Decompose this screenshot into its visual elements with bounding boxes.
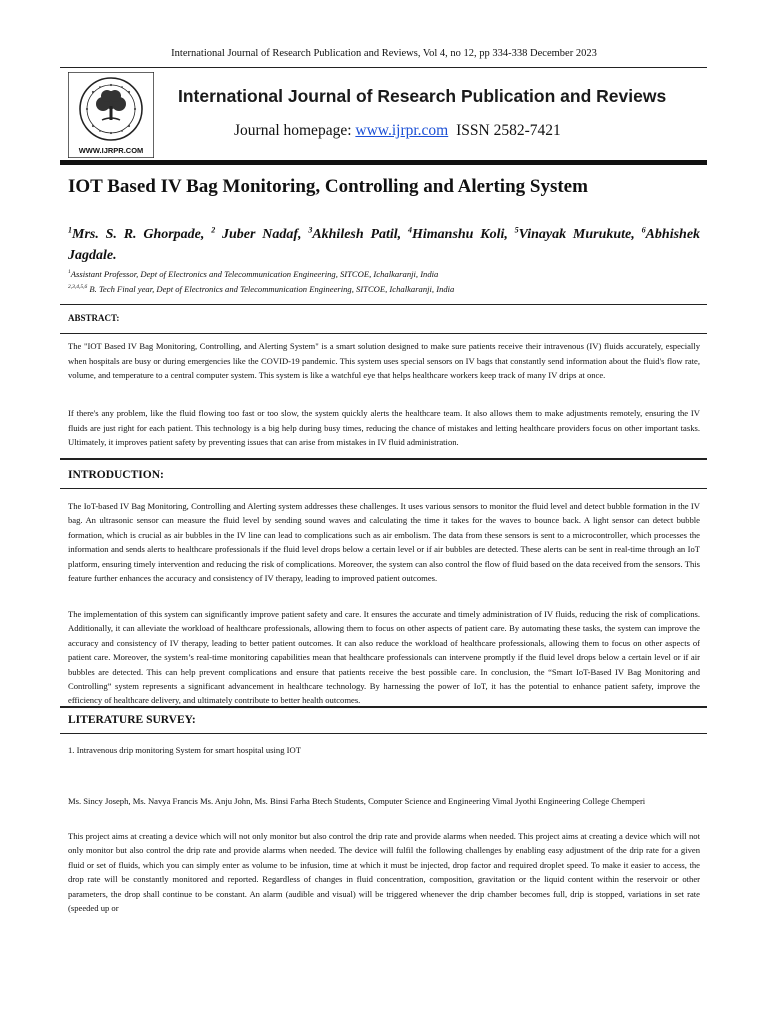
author: $^3$Akhilesh Patil, — [308, 225, 402, 242]
literature-heading-rule — [60, 733, 707, 734]
introduction-heading-rule — [60, 488, 707, 489]
introduction-paragraph: The implementation of this system can significantly improve patient safety and care. It ensures the accurate and timely administration of IV fluids, reducing the risk of complications. Additionally, it can alleviate the workload of healthcare professionals, allowing them to focus on other aspects of patient care. By automating these tasks, the system can improve the accuracy and consistency of IV therapy, leading to better patient outcomes. It can also reduce the workload of healthcare professionals, allowing them to focus on other aspects of patient care. Moreover, the system’s real-time monitoring capabilities mean that healthcare professionals can intervene promptly if the fluid level drops below a certain level or if air bubbles are detected. This can help prevent complications and ensure that patients receive the best possible care. In conclusion, the “Smart IoT-Based IV Bag Monitoring and Controlling” system represents a significant advancement in healthcare technology. By harnessing the power of IoT, it has the potential to enhance patient safety, improve the efficiency of healthcare delivery, and ultimately contribute to better health outcomes. — [68, 609, 700, 706]
author: $^4$Himanshu Koli, — [407, 225, 508, 242]
affiliation: $^1$Assistant Professor, Dept of Electronics and Telecommunication Engineering, SITCOE, Ichalkaranji, India — [68, 269, 439, 279]
homepage-label: Journal homepage: — [234, 122, 356, 139]
masthead-bottom-rule — [60, 160, 707, 165]
abstract-paragraph: If there's any problem, like the fluid flowing too fast or too slow, the system quickly alerts the healthcare team. It also allows them to make adjustments remotely, ensuring the IV fluids are just right for each patient. This technology is a big help during busy times, reducing the chance of mistakes and letting healthcare providers focus on other important tasks. Ultimately, it improves patient safety by preventing issues that can arise from mistakes in IV fluid administration. — [68, 408, 700, 447]
literature-item-body: This project aims at creating a device which will not only monitor but also control the drip rate and provide alarms when needed. This project aims at creating a device which will not only monitor but also control the drip rate and provide alarms when needed. The device will fulfil the following challenges by enabling easy adjustment of the drip rate for a given fluid or set of fluids, which you can simply enter as volume to be infusion, time at which it must be injected, drop factor and required droplet speed. To make it easier to access, the drop rate will be constantly monitored and reported. Regardless of changes in fluid concentration, composition, gravitation or the liquid content within the reservoir or other parameters, the drop shall continue to be constant. An alarm (audible and visual) will be triggered whenever the drip chamber becomes full, drip is stopped, variations in set rate (speeded up or — [68, 831, 700, 914]
journal-logo — [68, 72, 154, 158]
introduction-top-rule — [60, 458, 707, 460]
issn: ISSN 2582-7421 — [456, 122, 561, 139]
masthead-top-rule — [60, 67, 707, 68]
journal-homepage-line — [234, 122, 561, 140]
abstract-heading-rule — [60, 333, 707, 334]
introduction-heading: INTRODUCTION: — [68, 469, 164, 481]
literature-top-rule — [60, 706, 707, 708]
author: $^6$Abhishek Jagdale. — [68, 225, 701, 263]
author: $^5$Vinayak Murukute, — [514, 225, 635, 242]
author: $^2$ Juber Nadaf, — [211, 225, 302, 242]
journal-title: International Journal of Research Publication and Reviews — [178, 86, 667, 106]
abstract-top-rule — [60, 304, 707, 305]
affiliation: $^{2,3,4,5,6}$ B. Tech Final year, Dept of Electronics and Telecommunication Engineering, SITCOE, Ichalkaranji, India — [68, 284, 455, 294]
abstract-paragraph: The "IOT Based IV Bag Monitoring, Controlling, and Alerting System" is a smart solution designed to make sure patients receive their intravenous (IV) fluids accurately, especially when hospitals are busy or during emergencies like the COVID-19 pandemic. This system uses special sensors on IV bags that constantly send information about the fluid's flow rate, volume, and temperature to a central computer system. This system is like a watchful eye that helps healthcare workers keep track of many IV drips at once. — [68, 341, 700, 380]
literature-item-title: 1. Intravenous drip monitoring System for smart hospital using IOT — [68, 745, 301, 755]
introduction-paragraph: The IoT-based IV Bag Monitoring, Controlling and Alerting system addresses these challenges. It uses various sensors to monitor the fluid level and detect bubble formation in the IV bag. An ultrasonic sensor can measure the fluid level by sending sound waves and calculating the time it takes for the waves to bounce back. A light sensor can detect bubble formation, which is crucial as air bubbles in the IV line can lead to complications such as air embolism. The data from these sensors is sent to a microcontroller, which processes the information and sends alerts to healthcare professionals if the fluid level drops below a certain level or if air bubbles are detected. These alerts can be sent in real-time through an IoT platform, ensuring timely intervention and reducing the risk of complications. Moreover, the system can also control the flow of fluid based on the data received from the sensors. This feature further enhances the accuracy and consistency of IV therapy, leading to improved patient outcomes. — [68, 501, 700, 584]
literature-item-authors: Ms. Sincy Joseph, Ms. Navya Francis Ms. Anju John, Ms. Binsi Farha Btech Students, Computer Science and Engineering Vimal Jyothi Engineering College Chemperi — [68, 796, 646, 806]
literature-survey-heading: LITERATURE SURVEY: — [68, 714, 196, 726]
running-header: International Journal of Research Publication and Reviews, Vol 4, no 12, pp 334-338 December 2023 — [171, 48, 597, 59]
author: $^1$Mrs. S. R. Ghorpade, — [68, 225, 205, 242]
abstract-heading: ABSTRACT: — [68, 313, 120, 323]
paper-title: IOT Based IV Bag Monitoring, Controlling and Alerting System — [68, 176, 588, 197]
logo-caption: WWW.IJRPR.COM — [78, 146, 144, 155]
homepage-link[interactable]: www.ijrpr.com — [355, 122, 449, 139]
author-list — [68, 219, 700, 266]
